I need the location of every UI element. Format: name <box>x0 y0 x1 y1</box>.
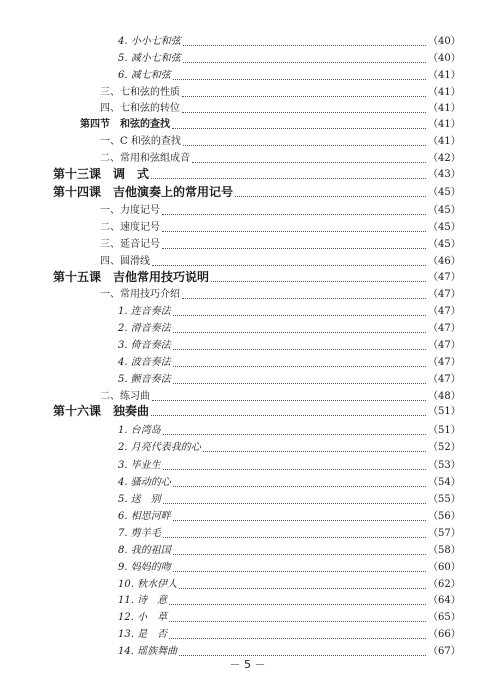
dot-leader <box>163 468 426 470</box>
dot-leader <box>151 414 426 416</box>
toc-entry-page: （47） <box>428 272 461 283</box>
toc-entry-title: 6. 相思河畔 <box>118 511 171 522</box>
toc-entry-page: （54） <box>428 477 461 488</box>
toc-entry <box>100 286 461 302</box>
toc-entry-page: （62） <box>428 579 461 590</box>
toc-entry-page: （67） <box>428 646 461 657</box>
toc-entry-page: （47） <box>428 306 461 317</box>
toc-entry <box>100 100 461 116</box>
toc-lesson-entry <box>53 166 461 182</box>
dot-leader <box>169 620 426 622</box>
toc-entry-page: （56） <box>428 511 461 522</box>
toc-entry <box>100 219 461 235</box>
toc-entry-title: 一、力度记号 <box>100 205 160 216</box>
dot-leader <box>203 450 426 452</box>
dot-leader <box>192 161 426 163</box>
dot-leader <box>173 485 426 487</box>
toc-entry-title: 第十四课 吉他演奏上的常用记号 <box>53 185 234 199</box>
dot-leader <box>162 213 426 215</box>
toc-entry-title: 6. 减七和弦 <box>118 70 171 81</box>
toc-entry <box>118 422 461 438</box>
toc-entry-title: 5. 减小七和弦 <box>118 53 181 64</box>
toc-entry <box>100 236 461 252</box>
toc-entry-page: （43） <box>428 169 461 180</box>
toc-entry-title: 4. 骚动的心 <box>118 477 171 488</box>
toc-entry-title: 13. 是 否 <box>118 629 168 640</box>
toc-entry-page: （45） <box>428 222 461 233</box>
toc-entry-page: （45） <box>428 187 461 198</box>
toc-entry <box>100 388 461 404</box>
toc-entry-page: （51） <box>428 425 461 436</box>
dot-leader <box>173 78 426 80</box>
toc-entry <box>118 525 461 541</box>
toc-entry-title: 第十三课 调 式 <box>53 167 150 181</box>
toc-entry <box>118 457 461 473</box>
toc-entry-title: 4. 小小七和弦 <box>118 36 181 47</box>
toc-entry-title: 4. 波音奏法 <box>118 357 171 368</box>
dot-leader <box>163 536 426 538</box>
toc-entry <box>80 116 461 132</box>
toc-entry <box>118 439 461 455</box>
toc-entry <box>100 253 461 269</box>
toc-entry <box>118 337 461 353</box>
toc-lesson-entry <box>53 184 461 200</box>
toc-entry-title: 2. 月亮代表我的心 <box>118 442 201 453</box>
dot-leader <box>172 127 426 129</box>
toc-entry <box>118 33 461 49</box>
toc-entry-title: 2. 滑音奏法 <box>118 323 171 334</box>
toc-entry-title: 8. 我的祖国 <box>118 545 171 556</box>
toc-entry <box>100 202 461 218</box>
toc-entry-title: 5. 颤音奏法 <box>118 374 171 385</box>
toc-lesson-entry <box>53 269 461 285</box>
toc-entry-page: （47） <box>428 289 461 300</box>
dot-leader <box>182 297 426 299</box>
toc-entry-title: 四、七和弦的转位 <box>100 103 180 114</box>
toc-entry-page: （48） <box>428 391 461 402</box>
toc-entry-page: （40） <box>428 36 461 47</box>
toc-entry-title: 三、延音记号 <box>100 239 160 250</box>
toc-entry <box>118 474 461 490</box>
toc-entry-page: （66） <box>428 629 461 640</box>
toc-entry-page: （40） <box>428 53 461 64</box>
toc-entry-page: （41） <box>428 119 461 130</box>
toc-entry <box>118 50 461 66</box>
toc-entry <box>118 508 461 524</box>
toc-entry-title: 11. 诗 意 <box>118 595 168 606</box>
toc-entry-title: 三、七和弦的性质 <box>100 87 180 98</box>
toc-entry-title: 3. 倚音奏法 <box>118 340 171 351</box>
toc-entry-page: （46） <box>428 256 461 267</box>
toc-entry <box>118 592 461 608</box>
dot-leader <box>173 365 426 367</box>
toc-entry-title: 10. 秋水伊人 <box>118 579 178 590</box>
dot-leader <box>163 433 426 435</box>
dot-leader <box>152 399 426 401</box>
toc-entry-page: （41） <box>428 136 461 147</box>
toc-entry <box>118 559 461 575</box>
toc-lesson-entry <box>53 403 461 419</box>
toc-entry-page: （58） <box>428 545 461 556</box>
dot-leader <box>173 314 426 316</box>
toc-entry <box>118 67 461 83</box>
toc-entry-title: 1. 连音奏法 <box>118 306 171 317</box>
toc-entry <box>118 576 461 592</box>
dot-leader <box>162 230 426 232</box>
toc-entry <box>118 354 461 370</box>
toc-entry-page: （47） <box>428 323 461 334</box>
dot-leader <box>173 348 426 350</box>
toc-entry <box>118 491 461 507</box>
dot-leader <box>173 570 426 572</box>
dot-leader <box>211 280 426 282</box>
toc-entry <box>100 133 461 149</box>
dot-leader <box>182 111 426 113</box>
toc-entry-title: 第十六课 独奏曲 <box>53 404 150 418</box>
dot-leader <box>169 637 426 639</box>
toc-entry-title: 第十五课 吉他常用技巧说明 <box>53 270 210 284</box>
toc-entry <box>118 626 461 642</box>
toc-entry-page: （65） <box>428 612 461 623</box>
dot-leader <box>173 519 426 521</box>
toc-entry-title: 二、练习曲 <box>100 391 150 402</box>
toc-entry-page: （47） <box>428 357 461 368</box>
toc-entry <box>100 150 461 166</box>
dot-leader <box>169 603 426 605</box>
dot-leader <box>183 144 426 146</box>
toc-entry-page: （52） <box>428 442 461 453</box>
dot-leader <box>235 195 426 197</box>
toc-entry-page: （47） <box>428 374 461 385</box>
toc-entry-title: 3. 毕业生 <box>118 460 161 471</box>
toc-entry <box>100 84 461 100</box>
dot-leader <box>173 331 426 333</box>
toc-entry-page: （47） <box>428 340 461 351</box>
dot-leader <box>163 502 426 504</box>
toc-entry-page: （51） <box>428 406 461 417</box>
toc-entry <box>118 609 461 625</box>
toc-entry-title: 1. 台湾岛 <box>118 425 161 436</box>
dot-leader <box>151 177 426 179</box>
toc-entry <box>118 542 461 558</box>
toc-entry-title: 7. 剪羊毛 <box>118 528 161 539</box>
dot-leader <box>179 587 426 589</box>
toc-entry-page: （45） <box>428 239 461 250</box>
toc-entry-page: （41） <box>428 70 461 81</box>
dot-leader <box>162 247 426 249</box>
dot-leader <box>182 95 426 97</box>
toc-entry-page: （53） <box>428 460 461 471</box>
toc-entry-title: 二、速度记号 <box>100 222 160 233</box>
toc-entry-page: （42） <box>428 153 461 164</box>
toc-entry <box>118 303 461 319</box>
toc-entry-page: （57） <box>428 528 461 539</box>
toc-entry-page: （60） <box>428 562 461 573</box>
dot-leader <box>183 61 426 63</box>
dot-leader <box>173 553 426 555</box>
toc-entry-title: 12. 小 草 <box>118 612 168 623</box>
toc-entry-page: （41） <box>428 87 461 98</box>
toc-entry <box>118 371 461 387</box>
page-number: － 5 － <box>229 658 266 671</box>
toc-entry-page: （55） <box>428 494 461 505</box>
toc-entry-page: （64） <box>428 595 461 606</box>
toc-entry-title: 第四节 和弦的查找 <box>80 119 170 130</box>
dot-leader <box>183 44 426 46</box>
dot-leader <box>152 264 426 266</box>
toc-entry-title: 14. 瑶族舞曲 <box>118 646 178 657</box>
dot-leader <box>173 382 426 384</box>
toc-entry-page: （41） <box>428 103 461 114</box>
toc-entry-title: 四、圆滑线 <box>100 256 150 267</box>
toc-entry <box>118 320 461 336</box>
toc-entry-title: 一、C 和弦的查找 <box>100 136 181 147</box>
toc-entry-title: 一、常用技巧介绍 <box>100 289 180 300</box>
toc-entry-title: 9. 妈妈的吻 <box>118 562 171 573</box>
toc-entry-page: （45） <box>428 205 461 216</box>
toc-entry-title: 5. 送 别 <box>118 494 161 505</box>
toc-entry-title: 二、常用和弦组成音 <box>100 153 190 164</box>
